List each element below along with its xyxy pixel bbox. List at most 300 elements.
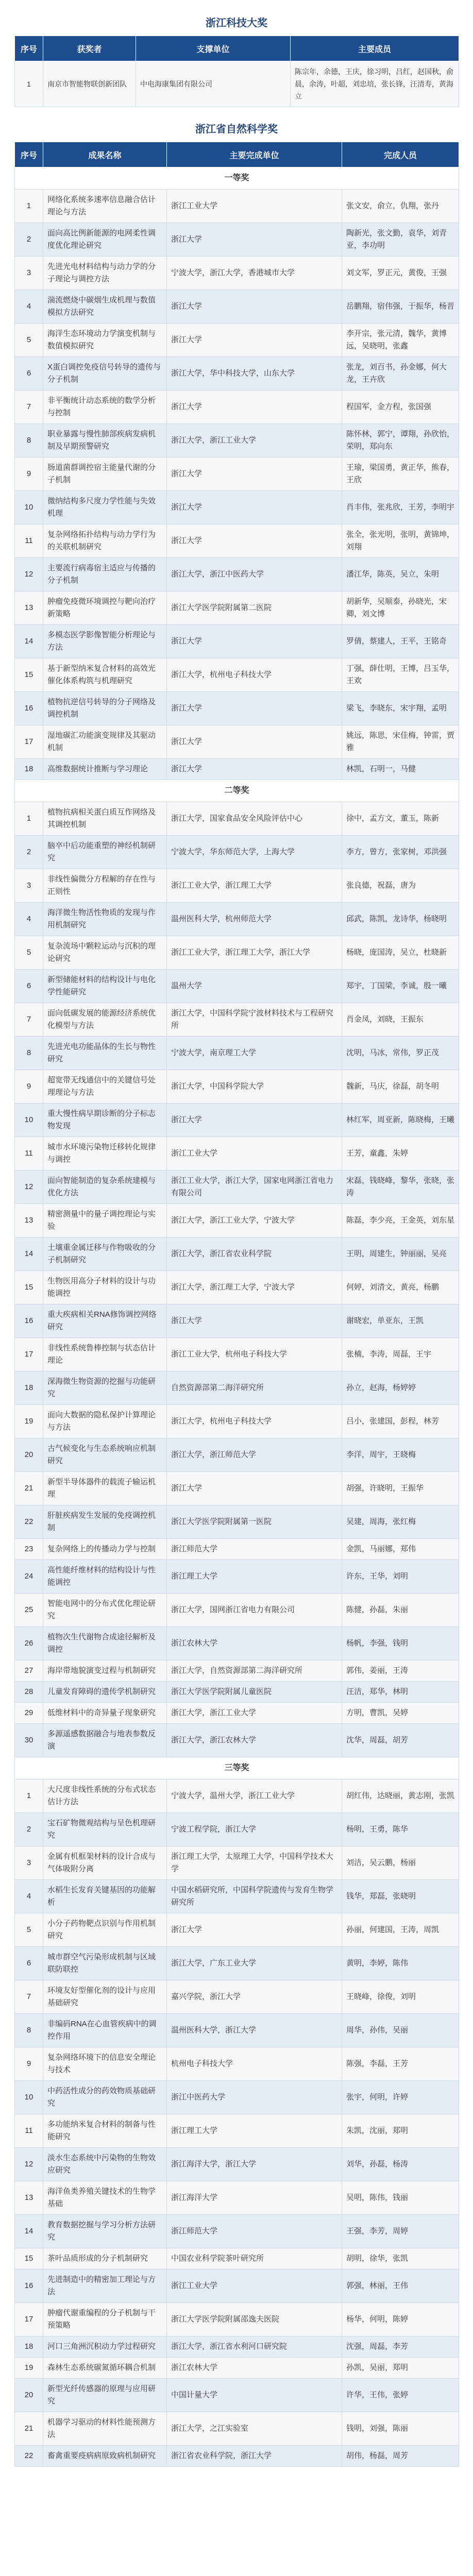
completing-unit: 宁波大学，华东师范大学，上海大学 — [167, 836, 342, 869]
table-row — [15, 2358, 459, 2379]
row-number: 5 — [15, 1913, 43, 1947]
completing-unit: 浙江大学，浙江工业大学，宁波大学 — [167, 1204, 342, 1238]
achievement-name: 森林生态系统碳氮循环耦合机制 — [43, 2358, 167, 2379]
table-row — [15, 1438, 459, 1472]
table-row — [15, 1594, 459, 1627]
completing-people: 刘文军，罗正元，黄俊，王强 — [342, 257, 459, 290]
completing-people: 肖金凤，刘晓，王振东 — [342, 1003, 459, 1037]
table-row — [15, 2215, 459, 2248]
achievement-name: 淡水生态系统中污染物的生物效应研究 — [43, 2148, 167, 2181]
row-number: 1 — [15, 1780, 43, 1813]
table-row — [15, 936, 459, 970]
row-number: 7 — [15, 1003, 43, 1037]
row-number: 25 — [15, 1594, 43, 1627]
completing-unit: 中国水稻研究所，中国科学院遗传与发育生物学研究所 — [167, 1880, 342, 1913]
completing-unit: 中国计量大学 — [167, 2379, 342, 2412]
table-row — [15, 1813, 459, 1846]
achievement-name: 中药活性成分的药效物质基础研究 — [43, 2081, 167, 2114]
achievement-name: 湿地碳汇功能演变规律及其驱动机制 — [43, 725, 167, 759]
table-row — [15, 1104, 459, 1137]
table-row — [15, 1724, 459, 1757]
achievement-name: 新型储能材料的结构设计与电化学性能研究 — [43, 970, 167, 1003]
achievement-name: 植物抗病相关蛋白质互作网络及其调控机制 — [43, 802, 167, 836]
table-row — [15, 1472, 459, 1505]
achievement-name: 新型半导体器件的载流子输运机理 — [43, 1472, 167, 1505]
row-number: 5 — [15, 936, 43, 970]
row-number: 19 — [15, 2358, 43, 2379]
completing-people: 谢晓宏，单亚东，王凯 — [342, 1304, 459, 1338]
row-number: 6 — [15, 1947, 43, 1980]
table-row — [15, 970, 459, 1003]
achievement-name: 主要流行病毒宿主适应与传播的分子机制 — [43, 558, 167, 591]
completing-unit: 浙江大学 — [167, 1104, 342, 1137]
completing-unit: 浙江大学，浙江中医药大学 — [167, 558, 342, 591]
table-row — [15, 1780, 459, 1813]
grade-row — [15, 780, 459, 802]
table-row — [15, 223, 459, 257]
award2-title: 浙江省自然科学奖 — [195, 124, 278, 135]
table-row — [15, 424, 459, 457]
completing-unit: 浙江工业大学 — [167, 190, 342, 223]
completing-unit: 浙江大学，广东工业大学 — [167, 1947, 342, 1980]
achievement-name: 多源遥感数据融合与地表参数反演 — [43, 1724, 167, 1757]
table-row — [15, 1304, 459, 1338]
grade-label: 三等奖 — [15, 1757, 459, 1780]
completing-unit: 浙江大学 — [167, 290, 342, 324]
row-number: 20 — [15, 2379, 43, 2412]
award2-header-row — [15, 142, 459, 167]
table-row — [15, 1560, 459, 1594]
row-number: 1 — [15, 802, 43, 836]
table-row — [15, 1913, 459, 1947]
row-number: 7 — [15, 1980, 43, 2014]
completing-people: 宋磊，钱晓峰，黎华，张晓，张涛 — [342, 1171, 459, 1204]
completing-people: 岳鹏翔，宿伟强，于振华，杨晋 — [342, 290, 459, 324]
achievement-name: 智能电网中的分布式优化理论研究 — [43, 1594, 167, 1627]
completing-unit: 浙江大学 — [167, 223, 342, 257]
completing-people: 张全，张光明，张明，黄锦坤，刘翔 — [342, 524, 459, 558]
completing-people: 邱武，陈凯，龙诗华，杨晓明 — [342, 903, 459, 936]
row-number: 18 — [15, 2336, 43, 2358]
completing-people: 魏新，马庆，徐磊，胡冬明 — [342, 1070, 459, 1104]
achievement-name: 面向低碳发展的能源经济系统优化模型与方法 — [43, 1003, 167, 1037]
row-number: 6 — [15, 970, 43, 1003]
completing-people: 杨帆，李强，钱明 — [342, 1627, 459, 1660]
award1-body — [15, 61, 459, 107]
completing-unit: 浙江工业大学 — [167, 2269, 342, 2303]
award2-body — [15, 167, 459, 2467]
row-number: 4 — [15, 903, 43, 936]
completing-unit: 浙江大学，浙江农林大学 — [167, 1724, 342, 1757]
completing-unit: 浙江师范大学 — [167, 2215, 342, 2248]
table-row — [15, 357, 459, 391]
achievement-name: 湍流燃烧中碳烟生成机理与数值模拟方法研究 — [43, 290, 167, 324]
completing-unit: 杭州电子科技大学 — [167, 2047, 342, 2081]
completing-unit: 浙江大学，浙江省农业科学院 — [167, 1238, 342, 1271]
completing-unit: 浙江省农业科学院，浙江大学 — [167, 2446, 342, 2467]
achievement-name: 大尺度非线性系统的分布式状态估计方法 — [43, 1780, 167, 1813]
achievement-name: 复杂网络环境下的信息安全理论与技术 — [43, 2047, 167, 2081]
completing-people: 沈华，周磊，胡芳 — [342, 1724, 459, 1757]
completing-unit: 浙江大学 — [167, 759, 342, 780]
row-number: 14 — [15, 1238, 43, 1271]
table-row — [15, 324, 459, 357]
table-row — [15, 1003, 459, 1037]
completing-people: 吴明，陈伟，钱丽 — [342, 2181, 459, 2215]
completing-people: 方明，曹凯，吴婷 — [342, 1703, 459, 1724]
completing-unit: 浙江大学 — [167, 692, 342, 725]
row-number: 14 — [15, 2215, 43, 2248]
row-number: 4 — [15, 1880, 43, 1913]
row-number: 9 — [15, 2047, 43, 2081]
table-row — [15, 1070, 459, 1104]
completing-people: 朱凯，沈丽，郑明 — [342, 2114, 459, 2148]
row-number: 14 — [15, 625, 43, 658]
completing-people: 黄明，李婷，陈伟 — [342, 1947, 459, 1980]
achievement-name: 植物抗逆信号转导的分子网络及调控机制 — [43, 692, 167, 725]
completing-unit: 浙江大学医学院附属第一医院 — [167, 1505, 342, 1539]
completing-unit: 浙江大学，中国科学院大学 — [167, 1070, 342, 1104]
table-row — [15, 491, 459, 524]
column-header: 完成人员 — [342, 142, 459, 167]
table-row — [15, 591, 459, 625]
table-row — [15, 2269, 459, 2303]
table-row — [15, 759, 459, 780]
achievement-name: 复杂网络上的传播动力学与控制 — [43, 1539, 167, 1560]
achievement-name: 土壤重金属迁移与作物吸收的分子机制研究 — [43, 1238, 167, 1271]
column-header: 支撑单位 — [136, 36, 291, 61]
row-number: 16 — [15, 2269, 43, 2303]
support-unit: 中电海康集团有限公司 — [136, 61, 291, 107]
completing-unit: 浙江大学，杭州电子科技大学 — [167, 658, 342, 692]
completing-unit: 浙江大学，浙江理工大学，宁波大学 — [167, 1271, 342, 1304]
completing-unit: 宁波大学，温州大学，浙江工业大学 — [167, 1780, 342, 1813]
completing-people: 张楠，李涛，周磊，王宇 — [342, 1338, 459, 1371]
completing-unit: 自然资源部第二海洋研究所 — [167, 1371, 342, 1405]
achievement-name: 城市水环境污染物迁移转化规律与调控 — [43, 1137, 167, 1171]
achievement-name: 机器学习驱动的材料性能预测方法 — [43, 2412, 167, 2446]
table-row — [15, 2336, 459, 2358]
achievement-name: 高性能纤维材料的结构设计与性能调控 — [43, 1560, 167, 1594]
table-row — [15, 1846, 459, 1880]
completing-people: 杨明，王勇，陈华 — [342, 1813, 459, 1846]
completing-people: 肖丰伟，张兆欣，王芳，李明宇 — [342, 491, 459, 524]
completing-unit: 浙江大学，之江实验室 — [167, 2412, 342, 2446]
row-number: 26 — [15, 1627, 43, 1660]
completing-unit: 浙江理工大学 — [167, 1560, 342, 1594]
completing-people: 吴建，周海，张红梅 — [342, 1505, 459, 1539]
achievement-name: 重大疾病相关RNA修饰调控网络研究 — [43, 1304, 167, 1338]
achievement-name: 水稻生长发育关键基因的功能解析 — [43, 1880, 167, 1913]
completing-people: 胡强，许晓明，王振华 — [342, 1472, 459, 1505]
table-row — [15, 725, 459, 759]
column-header: 主要成员 — [291, 36, 459, 61]
completing-people: 潘江华，陈英，吴立，朱明 — [342, 558, 459, 591]
row-number: 12 — [15, 2148, 43, 2181]
completing-unit: 浙江大学，华中科技大学，山东大学 — [167, 357, 342, 391]
completing-unit: 浙江大学，浙江工业大学 — [167, 424, 342, 457]
row-number: 13 — [15, 2181, 43, 2215]
achievement-name: 超宽带无线通信中的关键信号处理理论与方法 — [43, 1070, 167, 1104]
completing-unit: 浙江大学，浙江工业大学 — [167, 1703, 342, 1724]
row-number: 21 — [15, 2412, 43, 2446]
completing-unit: 浙江大学 — [167, 1304, 342, 1338]
completing-people: 杨晓，庞国涛，吴立，杜晓新 — [342, 936, 459, 970]
completing-people: 丁强，薛仕明，王博，吕玉华，王欢 — [342, 658, 459, 692]
winner-name: 南京市智能物联创新团队 — [43, 61, 136, 107]
completing-people: 孙立，赵海，杨婷婷 — [342, 1371, 459, 1405]
table-row — [15, 1703, 459, 1724]
achievement-name: 宝石矿物微观结构与呈色机理研究 — [43, 1813, 167, 1846]
completing-unit: 宁波工程学院，浙江大学 — [167, 1813, 342, 1846]
table-row — [15, 1204, 459, 1238]
completing-people: 李洋，周宇，王晓梅 — [342, 1438, 459, 1472]
row-number: 11 — [15, 2114, 43, 2148]
completing-people: 刘华，孙磊，杨涛 — [342, 2148, 459, 2181]
achievement-name: 古气候变化与生态系统响应机制研究 — [43, 1438, 167, 1472]
completing-unit: 浙江大学，浙江师范大学 — [167, 1438, 342, 1472]
completing-unit: 宁波大学，浙江大学，香港城市大学 — [167, 257, 342, 290]
row-number: 8 — [15, 2014, 43, 2047]
table-row — [15, 1371, 459, 1405]
achievement-name: 先进光电功能晶体的生长与物性研究 — [43, 1037, 167, 1070]
column-header: 序号 — [15, 142, 43, 167]
completing-people: 沈强，周磊，李芳 — [342, 2336, 459, 2358]
completing-unit: 浙江师范大学 — [167, 1539, 342, 1560]
achievement-name: 先进光电材料结构与动力学的分子理论与调控方法 — [43, 257, 167, 290]
row-number: 24 — [15, 1560, 43, 1594]
achievement-name: 非平衡统计动态系统的数学分析与控制 — [43, 391, 167, 424]
row-number: 19 — [15, 1405, 43, 1438]
completing-unit: 浙江中医药大学 — [167, 2081, 342, 2114]
completing-unit: 浙江大学医学院附属第二医院 — [167, 591, 342, 625]
table-row — [15, 1271, 459, 1304]
row-number: 15 — [15, 2248, 43, 2269]
row-number: 9 — [15, 457, 43, 491]
completing-people: 李方，曾方，张家树，邓洪强 — [342, 836, 459, 869]
table-row — [15, 257, 459, 290]
completing-unit: 浙江大学，国网浙江省电力有限公司 — [167, 1594, 342, 1627]
table-row — [15, 2181, 459, 2215]
completing-unit: 宁波大学，南京理工大学 — [167, 1037, 342, 1070]
row-number: 23 — [15, 1539, 43, 1560]
completing-unit: 温州大学 — [167, 970, 342, 1003]
completing-people: 王芳，童鑫，朱婷 — [342, 1137, 459, 1171]
achievement-name: 金属有机框架材料的设计合成与气体吸附分离 — [43, 1846, 167, 1880]
achievement-name: 微纳结构多尺度力学性能与失效机理 — [43, 491, 167, 524]
achievement-name: 网络化系统多速率信息融合估计理论与方法 — [43, 190, 167, 223]
row-number: 30 — [15, 1724, 43, 1757]
row-number: 18 — [15, 1371, 43, 1405]
completing-people: 孙丽，何建国，王涛，周凯 — [342, 1913, 459, 1947]
award1-title: 浙江科技大奖 — [206, 18, 267, 29]
achievement-name: 儿童发育障碍的遗传学机制研究 — [43, 1682, 167, 1703]
table-row — [15, 2047, 459, 2081]
completing-people: 汪洁，郑华，林明 — [342, 1682, 459, 1703]
row-number: 27 — [15, 1660, 43, 1682]
table-row — [15, 802, 459, 836]
completing-unit: 浙江大学，国家食品安全风险评估中心 — [167, 802, 342, 836]
row-number: 10 — [15, 491, 43, 524]
row-number: 29 — [15, 1703, 43, 1724]
achievement-name: 非线性系统鲁棒控制与状态估计理论 — [43, 1338, 167, 1371]
completing-unit: 浙江大学 — [167, 391, 342, 424]
table-row — [15, 2148, 459, 2181]
completing-people: 陈健，孙磊，朱丽 — [342, 1594, 459, 1627]
completing-people: 周华，孙伟，吴丽 — [342, 2014, 459, 2047]
completing-people: 胡新华，吴顺泰，孙晓光，宋卿，刘文博 — [342, 591, 459, 625]
row-number: 22 — [15, 2446, 43, 2467]
completing-people: 林红军，周亚新，陈晓梅，王曦 — [342, 1104, 459, 1137]
table-row — [15, 836, 459, 869]
achievement-name: 低维材料中的奇异量子现象研究 — [43, 1703, 167, 1724]
column-header: 获奖者 — [43, 36, 136, 61]
achievement-name: 茶叶品质形成的分子机制研究 — [43, 2248, 167, 2269]
completing-people: 沈明，马冰，常伟，罗正茂 — [342, 1037, 459, 1070]
achievement-name: 城市群空气污染形成机制与区域联防联控 — [43, 1947, 167, 1980]
table-row — [15, 692, 459, 725]
completing-people: 吕小，张建国，彭程，林芳 — [342, 1405, 459, 1438]
row-number: 18 — [15, 759, 43, 780]
completing-unit: 浙江大学，杭州电子科技大学 — [167, 1405, 342, 1438]
achievement-name: 高维数据统计推断与学习理论 — [43, 759, 167, 780]
completing-unit: 温州医科大学，浙江大学 — [167, 2014, 342, 2047]
completing-unit: 浙江大学 — [167, 457, 342, 491]
achievement-name: 教育数据挖掘与学习分析方法研究 — [43, 2215, 167, 2248]
row-number: 16 — [15, 692, 43, 725]
row-number: 5 — [15, 324, 43, 357]
completing-unit: 温州医科大学，杭州师范大学 — [167, 903, 342, 936]
achievement-name: 深海微生物资源的挖掘与功能研究 — [43, 1371, 167, 1405]
grade-row — [15, 167, 459, 190]
achievement-name: 肿瘤免疫微环境调控与靶向治疗新策略 — [43, 591, 167, 625]
completing-unit: 浙江大学 — [167, 524, 342, 558]
completing-people: 杨华，何明，陈婷 — [342, 2303, 459, 2336]
table-row — [15, 1947, 459, 1980]
table-row — [15, 2412, 459, 2446]
achievement-name: 新型光纤传感器的原理与应用研究 — [43, 2379, 167, 2412]
completing-unit: 浙江理工大学，太原理工大学，中国科学技术大学 — [167, 1846, 342, 1880]
table-row — [15, 869, 459, 903]
table-row — [15, 1238, 459, 1271]
completing-people: 陈怀林，郭宁，谭翔，孙欣怡，荣明，郑向东 — [342, 424, 459, 457]
achievement-name: 基于新型纳米复合材料的高效光催化体系构筑与机理研究 — [43, 658, 167, 692]
column-header: 主要完成单位 — [167, 142, 342, 167]
completing-unit: 浙江大学医学院附属邵逸夫医院 — [167, 2303, 342, 2336]
achievement-name: 肿瘤代谢重编程的分子机制与干预策略 — [43, 2303, 167, 2336]
completing-people: 金凯，马丽娜，郑伟 — [342, 1539, 459, 1560]
row-number: 21 — [15, 1472, 43, 1505]
table-row — [15, 658, 459, 692]
row-number: 17 — [15, 2303, 43, 2336]
table-row — [15, 1037, 459, 1070]
table-row — [15, 2081, 459, 2114]
achievement-name: 畜禽重要疫病病原致病机制研究 — [43, 2446, 167, 2467]
row-number: 13 — [15, 1204, 43, 1238]
completing-people: 徐中，孟方文，董玉，陈新 — [342, 802, 459, 836]
achievement-name: 面向智能制造的复杂系统建模与优化方法 — [43, 1171, 167, 1204]
completing-people: 陶新光，张文勤，袁华，刘青亚，李功明 — [342, 223, 459, 257]
completing-people: 张良德，祝磊，唐为 — [342, 869, 459, 903]
achievement-name: 先进制造中的精密加工理论与方法 — [43, 2269, 167, 2303]
row-number: 1 — [15, 61, 43, 107]
table-row — [15, 625, 459, 658]
achievement-name: 复杂网络拓扑结构与动力学行为的关联机制研究 — [43, 524, 167, 558]
achievement-name: 海岸带地貌演变过程与机制研究 — [43, 1660, 167, 1682]
completing-unit: 浙江农林大学 — [167, 2358, 342, 2379]
table-row — [15, 1137, 459, 1171]
table-row — [15, 2014, 459, 2047]
table-row — [15, 391, 459, 424]
grade-label: 二等奖 — [15, 780, 459, 802]
table-row — [15, 290, 459, 324]
row-number: 10 — [15, 2081, 43, 2114]
completing-unit: 浙江大学 — [167, 1472, 342, 1505]
completing-people: 张龙，刘百书，孙金娜，何大龙，王卉欣 — [342, 357, 459, 391]
row-number: 12 — [15, 1171, 43, 1204]
row-number: 11 — [15, 1137, 43, 1171]
completing-unit: 浙江理工大学 — [167, 2114, 342, 2148]
achievement-name: 精密测量中的量子调控理论与实验 — [43, 1204, 167, 1238]
table-row — [15, 457, 459, 491]
completing-people: 许东，王华，刘明 — [342, 1560, 459, 1594]
row-number: 3 — [15, 869, 43, 903]
completing-people: 陈磊，李少亮，王金英，刘东星 — [342, 1204, 459, 1238]
completing-people: 郑宇，丁国梁，李诚，殷一曦 — [342, 970, 459, 1003]
achievement-name: 河口三角洲沉积动力学过程研究 — [43, 2336, 167, 2358]
row-number: 8 — [15, 424, 43, 457]
table-row — [15, 2379, 459, 2412]
table-row — [15, 1682, 459, 1703]
award1-table — [14, 36, 459, 107]
table-row — [15, 903, 459, 936]
row-number: 16 — [15, 1304, 43, 1338]
achievement-name: 脑卒中后功能重塑的神经机制研究 — [43, 836, 167, 869]
completing-unit: 浙江大学，浙江省水利河口研究院 — [167, 2336, 342, 2358]
completing-unit: 浙江大学 — [167, 324, 342, 357]
table-row — [15, 1405, 459, 1438]
column-header: 成果名称 — [43, 142, 167, 167]
row-number: 11 — [15, 524, 43, 558]
achievement-name: 非线性偏微分方程解的存在性与正则性 — [43, 869, 167, 903]
grade-label: 一等奖 — [15, 167, 459, 190]
completing-people: 钱华，郑磊，张晓明 — [342, 1880, 459, 1913]
completing-people: 胡伟，杨磊，周芳 — [342, 2446, 459, 2467]
row-number: 6 — [15, 357, 43, 391]
row-number: 2 — [15, 223, 43, 257]
achievement-name: 面向高比例新能源的电网柔性调度优化理论研究 — [43, 223, 167, 257]
achievement-name: 海洋生态环境动力学演变机制与数值模拟研究 — [43, 324, 167, 357]
achievement-name: 重大慢性病早期诊断的分子标志物发现 — [43, 1104, 167, 1137]
row-number: 2 — [15, 1813, 43, 1846]
achievement-name: 小分子药物靶点识别与作用机制研究 — [43, 1913, 167, 1947]
completing-unit: 浙江大学 — [167, 725, 342, 759]
completing-people: 姚远，陈思，宋佳梅，钟雷，贾雅 — [342, 725, 459, 759]
row-number: 10 — [15, 1104, 43, 1137]
table-row — [15, 1880, 459, 1913]
completing-unit: 浙江大学 — [167, 491, 342, 524]
completing-people: 何婷，刘清文，黄亮，杨鹏 — [342, 1271, 459, 1304]
row-number: 4 — [15, 290, 43, 324]
completing-people: 胡红伟，达晓丽，黄志刚，张凯 — [342, 1780, 459, 1813]
achievement-name: X蛋白调控免疫信号转导的遗传与分子机制 — [43, 357, 167, 391]
completing-unit: 浙江海洋大学，浙江大学 — [167, 2148, 342, 2181]
row-number: 13 — [15, 591, 43, 625]
award1-header-row — [15, 36, 459, 61]
row-number: 7 — [15, 391, 43, 424]
completing-people: 王瑜，梁国勇，黄正华，熊春，王欣 — [342, 457, 459, 491]
table-row — [15, 558, 459, 591]
